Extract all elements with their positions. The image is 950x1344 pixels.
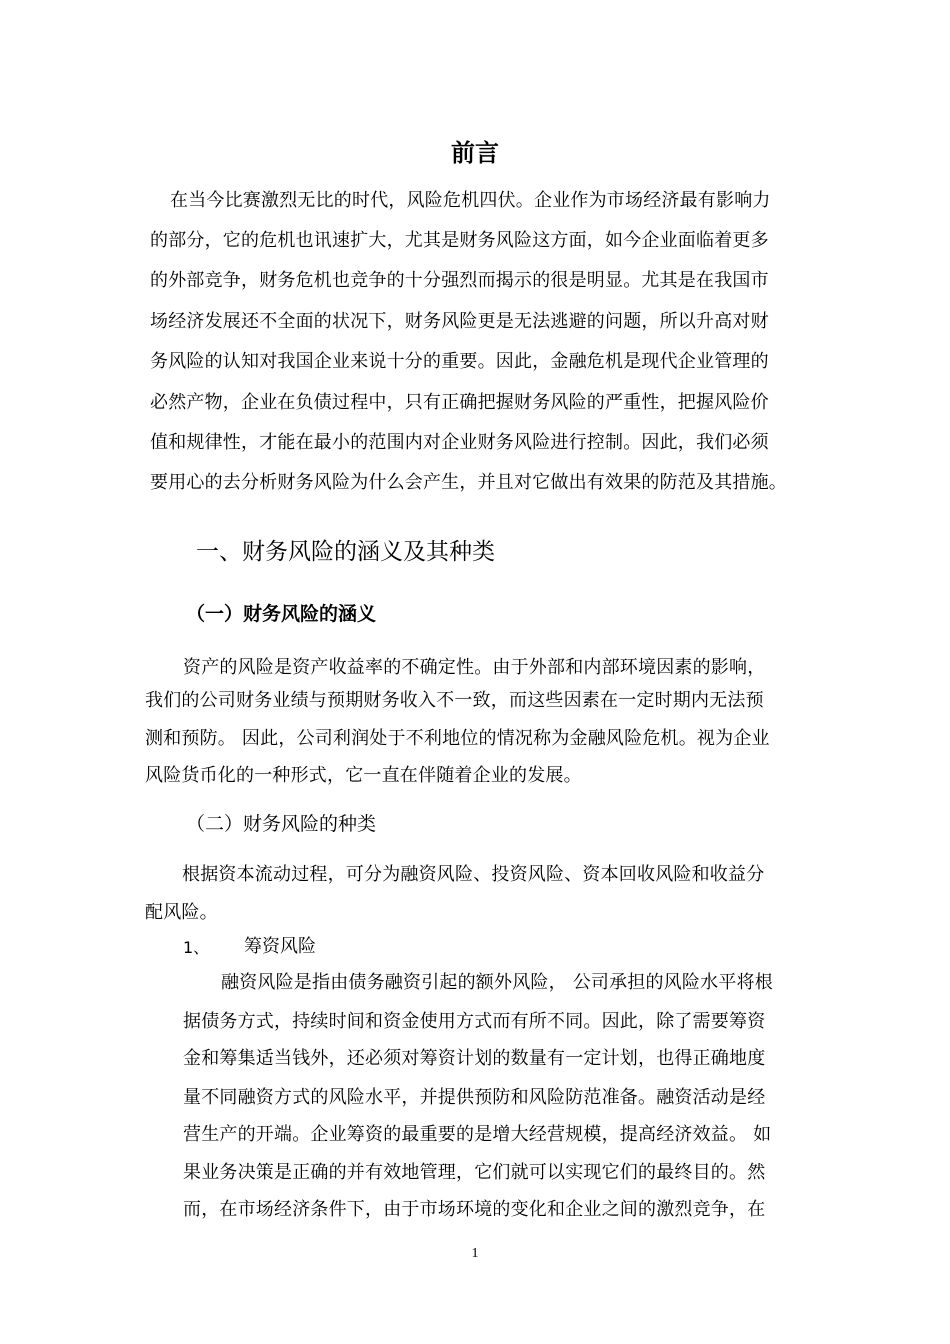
body-line: 风险货币化的一种形式，它一直在伴随着企业的发展。 [145, 765, 582, 786]
body-line: 配风险。 [145, 902, 218, 923]
body-line: 我们的公司财务业绩与预期财务收入不一致，而这些因素在一定时期内无法预 [145, 690, 764, 711]
list-item-title: 筹资风险 [244, 936, 316, 957]
preface-line: 的部分，它的危机也讯速扩大，尤其是财务风险这方面，如今企业面临着更多 [150, 230, 769, 251]
body-line: 果业务决策是正确的并有效地管理，它们就可以实现它们的最终目的。然 [183, 1162, 766, 1183]
section-heading: （一）财务风险的涵义 [186, 603, 377, 625]
preface-line: 场经济发展还不全面的状况下，财务风险更是无法逃避的问题，所以升高对财 [150, 311, 769, 332]
body-line: 金和筹集适当钱外，还必须对筹资计划的数量有一定计划，也得正确地度 [183, 1048, 766, 1069]
preface-title: 前言 [451, 139, 499, 167]
body-line: 量不同融资方式的风险水平，并提供预防和风险防范准备。融资活动是经 [183, 1087, 766, 1108]
chapter-heading: 一、财务风险的涵义及其种类 [196, 539, 495, 565]
preface-line: 必然产物，企业在负债过程中，只有正确把握财务风险的严重性，把握风险价 [150, 392, 769, 413]
preface-line: 值和规律性，才能在最小的范围内对企业财务风险进行控制。因此，我们必须 [150, 432, 769, 453]
list-number: 1、 [183, 938, 210, 957]
body-line: 而，在市场经济条件下，由于市场环境的变化和企业之间的激烈竞争，在 [183, 1199, 766, 1220]
preface-line: 的外部竞争，财务危机也竞争的十分强烈而揭示的很是明显。尤其是在我国市 [150, 270, 769, 291]
body-line: 营生产的开端。企业筹资的最重要的是增大经营规模，提高经济效益。 如 [183, 1124, 772, 1145]
preface-line: 要用心的去分析财务风险为什么会产生，并且对它做出有效果的防范及其措施。 [150, 472, 787, 493]
body-line: 据债务方式，持续时间和资金使用方式而有所不同。因此，除了需要筹资 [183, 1011, 766, 1032]
body-line: 融资风险是指由债务融资引起的额外风险， 公司承担的风险水平将根 [221, 972, 773, 993]
body-line: 测和预防。 因此，公司利润处于不利地位的情况称为金融风险危机。视为企业 [145, 728, 770, 749]
preface-line: 在当今比赛激烈无比的时代，风险危机四伏。企业作为市场经济最有影响力 [170, 190, 771, 211]
section-heading: （二）财务风险的种类 [186, 813, 377, 835]
body-line: 根据资本流动过程，可分为融资风险、投资风险、资本回收风险和收益分 [182, 864, 765, 885]
page-number: 1 [471, 1246, 479, 1261]
preface-line: 务风险的认知对我国企业来说十分的重要。因此，金融危机是现代企业管理的 [150, 351, 769, 372]
body-line: 资产的风险是资产收益率的不确定性。由于外部和内部环境因素的影响， [183, 657, 766, 678]
